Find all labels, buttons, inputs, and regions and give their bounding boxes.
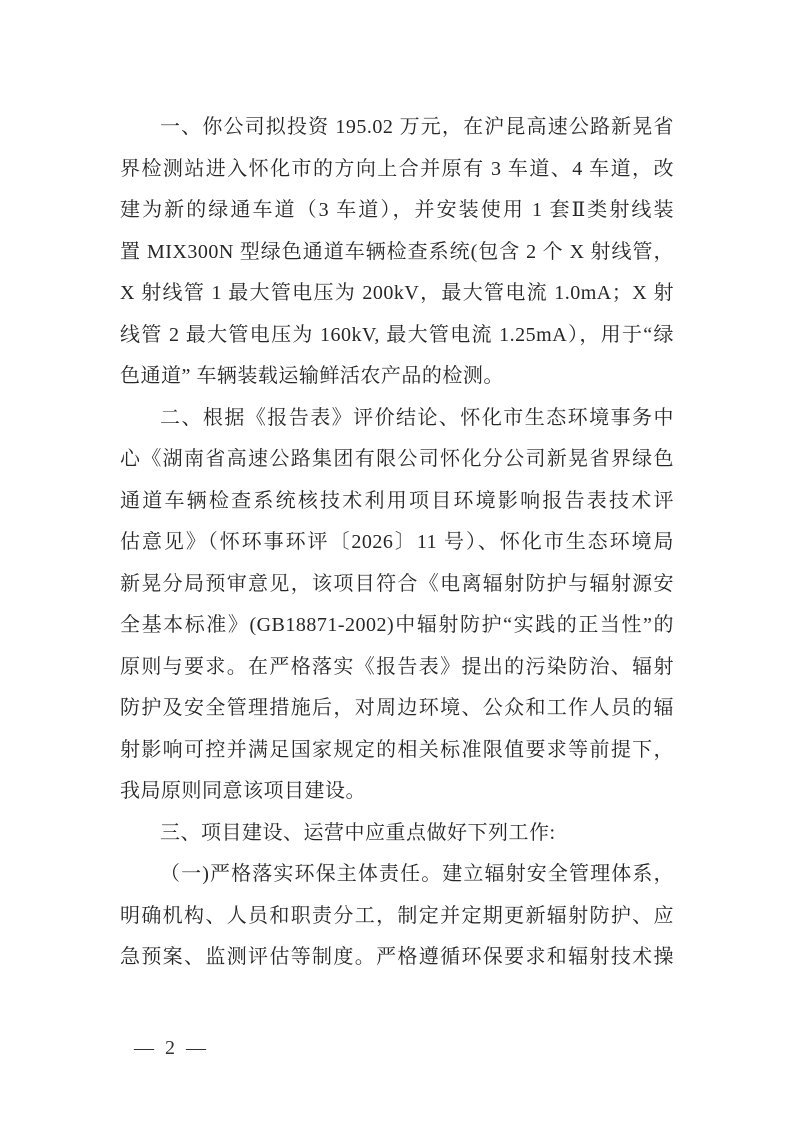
text-line: 线管 2 最大管电压为 160kV, 最大管电流 1.25mA），用于“绿	[120, 323, 674, 346]
text-line: 估意见》（怀环事环评〔2026〕11 号）、怀化市生态环境局	[120, 531, 674, 553]
text-line: 新晃分局预审意见，该项目符合《电离辐射防护与辐射源安	[120, 572, 674, 595]
text-line: 通道车辆检查系统核技术利用项目环境影响报告表技术评	[120, 489, 674, 512]
text-line: X 射线管 1 最大管电压为 200kV，最大管电流 1.0mA；X 射	[120, 282, 674, 304]
text-line: （一)严格落实环保主体责任。建立辐射安全管理体系，	[160, 863, 674, 885]
text-line: 三、项目建设、运营中应重点做好下列工作:	[160, 821, 556, 844]
text-line: 建为新的绿通车道（3 车道），并安装使用 1 套Ⅱ类射线装	[120, 199, 674, 221]
text-line: 二、根据《报告表》评价结论、怀化市生态环境事务中	[160, 406, 674, 429]
para-4	[120, 854, 674, 979]
text-line: 置 MIX300N 型绿色通道车辆检查系统(包含 2 个 X 射线管，	[120, 240, 674, 263]
text-line: 一、你公司拟投资 195.02 万元，在沪昆高速公路新晃省	[160, 116, 674, 138]
text-line: 防护及安全管理措施后，对周边环境、公众和工作人员的辐	[120, 697, 674, 719]
text-line: 急预案、监测评估等制度。严格遵循环保要求和辐射技术操	[120, 946, 674, 968]
text-line: 全基本标准》(GB18871-2002)中辐射防护“实践的正当性”的	[120, 614, 674, 636]
text-line: 色通道” 车辆装载运输鲜活农产品的检测。	[120, 365, 504, 387]
text-line: 界检测站进入怀化市的方向上合并原有 3 车道、4 车道，改	[120, 157, 674, 180]
para-3	[120, 813, 674, 855]
para-2	[120, 398, 674, 813]
text-line: 明确机构、人员和职责分工，制定并定期更新辐射防护、应	[120, 904, 674, 927]
text-line: 射影响可控并满足国家规定的相关标准限值要求等前提下，	[120, 738, 674, 761]
para-1	[120, 107, 674, 398]
document-body	[120, 107, 674, 979]
text-line: 心《湖南省高速公路集团有限公司怀化分公司新晃省界绿色	[120, 448, 674, 470]
page-number-footer: — 2 —	[134, 1037, 209, 1059]
text-line: 原则与要求。在严格落实《报告表》提出的污染防治、辐射	[120, 655, 674, 678]
text-line: 我局原则同意该项目建设。	[120, 780, 366, 802]
